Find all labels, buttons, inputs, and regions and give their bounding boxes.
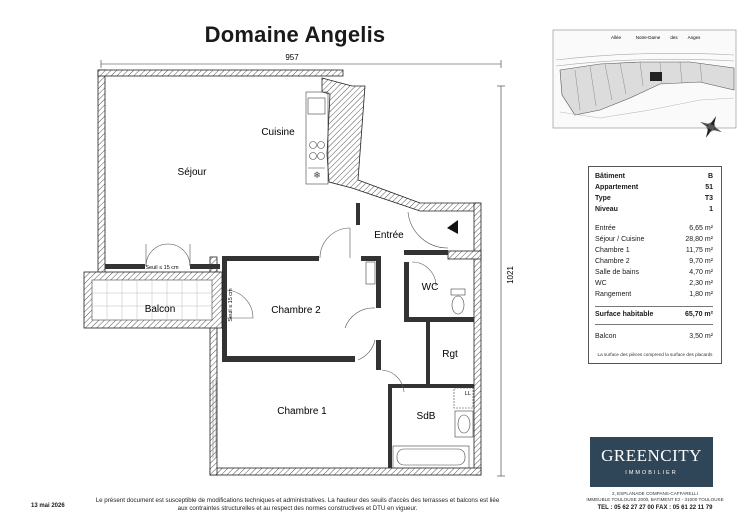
- street-label-1: Allée: [610, 35, 622, 40]
- brand-contact: TEL : 05 62 27 27 00 FAX : 05 61 22 11 79: [597, 505, 713, 511]
- electric-panel: [366, 262, 375, 284]
- room-sdb: SdB: [416, 411, 436, 422]
- info-row-type: Type T3: [595, 195, 713, 202]
- apartment-info-table: [588, 166, 722, 364]
- street-label-2: Notre-Dame: [635, 35, 661, 40]
- room-balcon: Balcon: [144, 304, 176, 315]
- street-label-4: Anges: [687, 35, 701, 40]
- ll-label: LL: [464, 391, 471, 397]
- logo-subtitle: IMMOBILIER: [625, 470, 678, 476]
- room-rgt: Rgt: [442, 349, 458, 360]
- surface-row: WC 2,30 m²: [595, 280, 713, 287]
- divider: [595, 324, 713, 325]
- surface-row: Entrée 6,65 m²: [595, 225, 713, 232]
- info-row-appartement: Appartement 51: [595, 184, 713, 191]
- surface-note: La surface des pièces comprend la surface des placards: [597, 352, 713, 357]
- divider: [595, 306, 713, 307]
- document-date: 13 mai 2026: [31, 503, 65, 509]
- street-label-3: des: [670, 35, 678, 40]
- room-cuisine: Cuisine: [261, 127, 295, 138]
- dimension-height: [497, 86, 505, 476]
- info-row-niveau: Niveau 1: [595, 206, 713, 213]
- greencity-logo: [590, 437, 713, 487]
- info-row-balcon: Balcon 3,50 m²: [595, 333, 713, 340]
- interior-walls: [105, 203, 474, 468]
- surface-row: Séjour / Cuisine 28,80 m²: [595, 236, 713, 243]
- disclaimer-line-2: aux contraintes structurelles et au respect des normes constructives et DTU en vigueur.: [177, 505, 418, 512]
- page-title: Domaine Angelis: [204, 22, 386, 47]
- surface-row: Chambre 2 9,70 m²: [595, 258, 713, 265]
- logo-name: GREENCITY: [601, 446, 702, 465]
- info-row-batiment: Bâtiment B: [595, 173, 713, 180]
- brand-address-line-2: IMMEUBLE TOULOUSE 2000, BATIMENT E2 - 31000 TOULOUSE: [586, 497, 724, 502]
- toilet: [451, 289, 465, 314]
- dimension-width-label: 957: [285, 53, 299, 62]
- washbasin: [455, 411, 473, 437]
- room-chambre-2: Chambre 2: [271, 305, 321, 316]
- room-chambre-1: Chambre 1: [277, 406, 327, 417]
- entry-arrow-icon: [447, 220, 458, 234]
- brand-address-line-1: 2, ESPLANADE COMPANS-CAFFARELLI: [612, 491, 698, 496]
- location-map: [553, 30, 736, 128]
- surface-row: Chambre 1 11,75 m²: [595, 247, 713, 254]
- seuil-note-horizontal: Seuil ≤ 15 cm: [145, 265, 179, 271]
- room-wc: WC: [421, 282, 439, 293]
- dimension-height-label: 1021: [506, 266, 515, 284]
- room-sejour: Séjour: [177, 167, 207, 178]
- bathtub: [393, 446, 469, 468]
- disclaimer-line-1: Le présent document est susceptible de modifications techniques et administratives. La hauteur des seuils d'accès des terrasses et balcons est liée: [95, 497, 500, 504]
- disclaimer: [90, 497, 505, 513]
- surface-row: Salle de bains 4,70 m²: [595, 269, 713, 276]
- info-row-habitable: Surface habitable 65,70 m²: [595, 311, 713, 318]
- surface-row: Rangement 1,80 m²: [595, 291, 713, 298]
- dimension-width: [101, 60, 501, 68]
- room-entree: Entrée: [374, 230, 404, 241]
- snowflake-icon: ❄: [313, 170, 321, 180]
- balcony: [84, 272, 222, 328]
- seuil-note-vertical: Seuil ≤ 15 cm: [228, 288, 234, 322]
